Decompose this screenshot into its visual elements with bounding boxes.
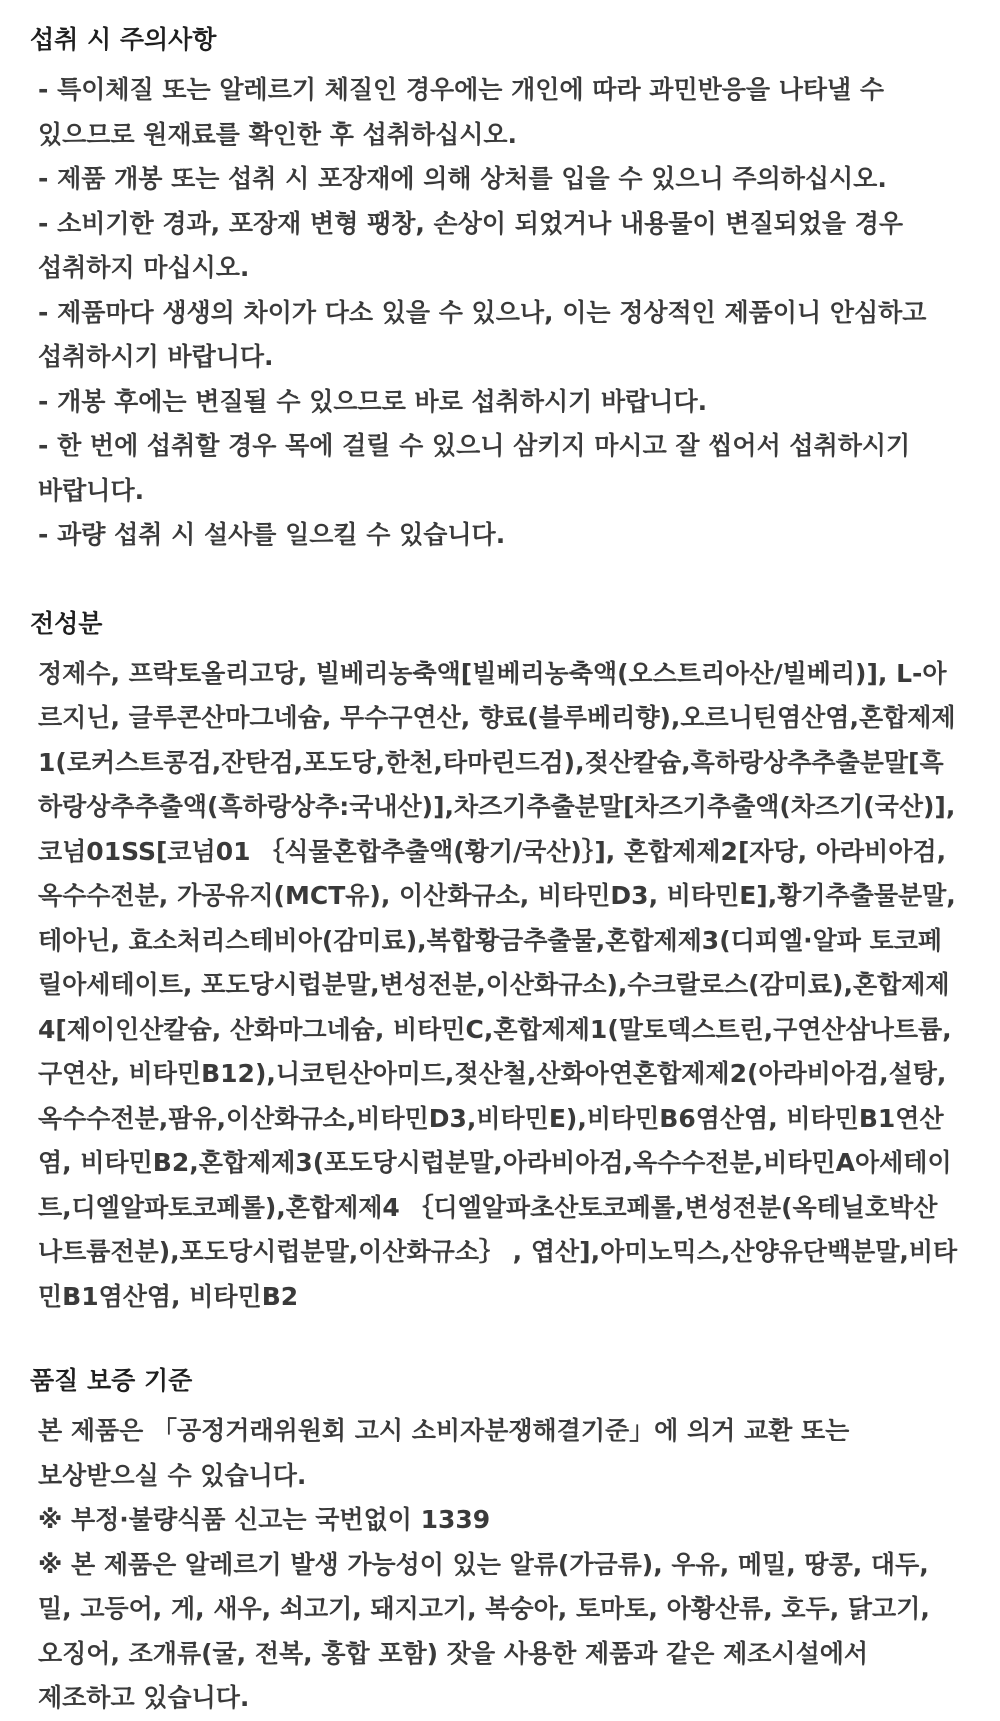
precautions-title: 섭취 시 주의사항 [30,25,217,54]
section-spacer [30,1319,970,1363]
quality-title: 품질 보증 기준 [30,1366,193,1395]
quality-statement: 본 제품은 「공정거래위원회 고시 소비자분쟁해결기준」에 의거 교환 또는 보상받으실 수 있습니다. [38,1416,850,1490]
precaution-item: - 과량 섭취 시 설사를 일으킬 수 있습니다. [38,520,506,549]
quality-section [30,1363,970,1721]
precautions-section [30,22,970,558]
precaution-item: - 특이체질 또는 알레르기 체질인 경우에는 개인에 따라 과민반응을 나타낼 수 있으므로 원재료를 확인한 후 섭취하십시오. [38,75,885,149]
allergen-notice: ※ 본 제품은 알레르기 발생 가능성이 있는 알류(가금류), 우유, 메밀, 땅콩, 대두, 밀, 고등어, 게, 새우, 쇠고기, 돼지고기, 복숭아, 토마토, 아황산류, 호두, 닭고기, 오징어, 조개류(굴, 전복, 홍합 포함) 잣을 사용한 제품과 같은 제조시설에서 제조하고 있습니다. [38,1549,930,1712]
ingredients-title: 전성분 [30,608,103,638]
ingredients-text: 정제수, 프락토올리고당, 빌베리농축액[빌베리농축액(오스트리아산/빌베리)], L-아르지닌, 글루콘산마그네슘, 무수구연산, 향료(블루베리향),오르니틴염산염,혼합제제1(로커스트콩검,잔탄검,포도당,한천,타마린드검),젖산칼슘,흑하랑상추추출분말[흑하랑상추추출액(흑하랑상추:국내산)],차즈기추출분말[차즈기추출액(차즈기(국산)], 코넘01SS[코넘01 ｛식물혼합추출액(황기/국산)｝], 혼합제제2[자당, 아라비아검, 옥수수전분, 가공유지(MCT유), 이산화규소, 비타민D3, 비타민E],황기추출물분말,테아닌, 효소처리스테비아(감미료),복합황금추출물,혼합제제3(디피엘·알파 토코페릴아세테이트, 포도당시럽분말,변성전분,이산화규소),수크랄로스(감미료),혼합제제4[제이인산칼슘, 산화마그네슘, 비타민C,혼합제제1(말토덱스트린,구연산삼나트륨,구연산, 비타민B12),니코틴산아미드,젖산철,산화아연혼합제제2(아라비아검,설탕,옥수수전분,팜유,이산화규소,비타민D3,비타민E),비타민B6염산염, 비타민B1연산염, 비타민B2,혼합제제3(포도당시럽분말,아라비아검,옥수수전분,비타민A아세테이트,디엘알파토코페롤),혼합제제4 ｛디엘알파초산토코페롤,변성전분(옥테닐호박산나트륨전분),포도당시럽분말,이산화규소｝ , 엽산],아미노믹스,산양유단백분말,비타민B1염산염, 비타민B2 [38,658,958,1311]
precaution-item: - 소비기한 경과, 포장재 변형 팽창, 손상이 되었거나 내용물이 변질되었을 경우 섭취하지 마십시오. [38,208,904,282]
precaution-item: - 제품마다 생생의 차이가 다소 있을 수 있으나, 이는 정상적인 제품이니 안심하고 섭취하시기 바랍니다. [38,297,927,371]
precautions-body [30,68,958,558]
precaution-item: - 개봉 후에는 변질될 수 있으므로 바로 섭취하시기 바랍니다. [38,386,708,416]
precaution-item: - 제품 개봉 또는 섭취 시 포장재에 의해 상처를 입을 수 있으니 주의하십시오. [38,164,887,193]
report-notice: ※ 부정·불량식품 신고는 국번없이 1339 [38,1505,491,1534]
quality-body [30,1409,958,1721]
section-spacer [30,558,970,606]
ingredients-section [30,606,970,1320]
precaution-item: - 한 번에 섭취할 경우 목에 걸릴 수 있으니 삼키지 마시고 잘 씹어서 섭취하시기 바랍니다. [38,431,911,505]
